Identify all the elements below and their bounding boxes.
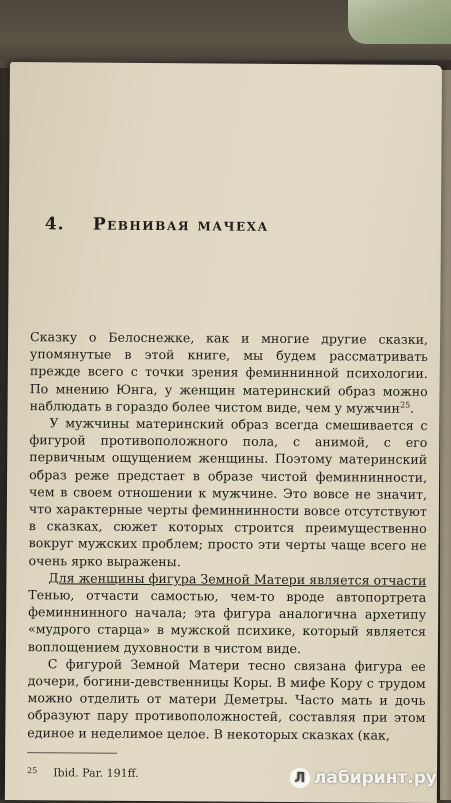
watermark — [290, 768, 437, 788]
chapter-heading — [45, 214, 405, 237]
watermark-text: лабиринт.ру — [313, 768, 437, 788]
footnote-divider — [27, 752, 117, 754]
footnote-number: 25 — [27, 766, 38, 776]
paragraph-3 — [28, 569, 427, 658]
footnote-reference: 25 — [399, 400, 411, 410]
paragraph-3-text: Тенью, отчасти самостью, чем-то вроде автопортрета феминнинного начала; эта фигура аналогична архетипу «мудрого старца» в мужской психике, который является воплощением духовности в чистом виде. — [27, 587, 427, 656]
paragraph-2: У мужчины материнский образ всегда смешивается с фигурой противоположного пола, с анимой, с его первичным ощущением женщины. Поэтому материнский образ реже предстает в образе чистой феминнинности, чем в своем отношении к мужчине. Это вовсе не значит, что характерные черты феминнинности вовсе отсутствуют в сказках, сюжет которых строится преимущественно вокруг мужских проблем; просто эти черты чаще всего не очень ярко выражены. — [28, 415, 428, 569]
body-text — [27, 328, 428, 744]
footnote — [27, 766, 139, 780]
footnote-text: Ibid. Par. 191ff. — [53, 766, 139, 780]
paragraph-3-underlined-text: Для женщины фигура Земной Матери является отчасти — [48, 570, 427, 588]
paragraph-1: Сказку о Белоснежке, как и многие другие сказки, упомянутые в этой книге, мы будем рассматривать прежде всего с точки зрения феминнинной психологии. По мнению Юнга, у женщин материнский образ можно наблюдать в гораздо более чистом виде, чем у мужчин$^{25}$. — [29, 329, 429, 416]
chapter-number: 4. — [44, 214, 65, 235]
page-stack-edge — [440, 70, 451, 800]
paragraph-4: С фигурой Земной Матери тесно связана фигура ее дочери, богини-девственницы Коры. В мифе Кору с трудом можно отделить от матери Деметры. Часто мать и дочь образуют пару противоположностей, составляя при этом единое и неделимое целое. В некоторых сказках (как, — [27, 656, 426, 743]
labirint-logo-icon: Л — [290, 768, 310, 788]
paragraph-1-text: Сказку о Белоснежке, как и многие другие сказки, упомянутые в этой книге, мы будем рассматривать прежде всего с точки зрения феминнинной психологии. По мнению Юнга, у женщин материнский образ можно наблюдать в гораздо более чистом виде, чем у мужчин — [29, 329, 429, 416]
background-object — [348, 0, 451, 44]
chapter-title: Ревнивая мачеха — [92, 214, 269, 236]
book-page — [5, 62, 442, 803]
